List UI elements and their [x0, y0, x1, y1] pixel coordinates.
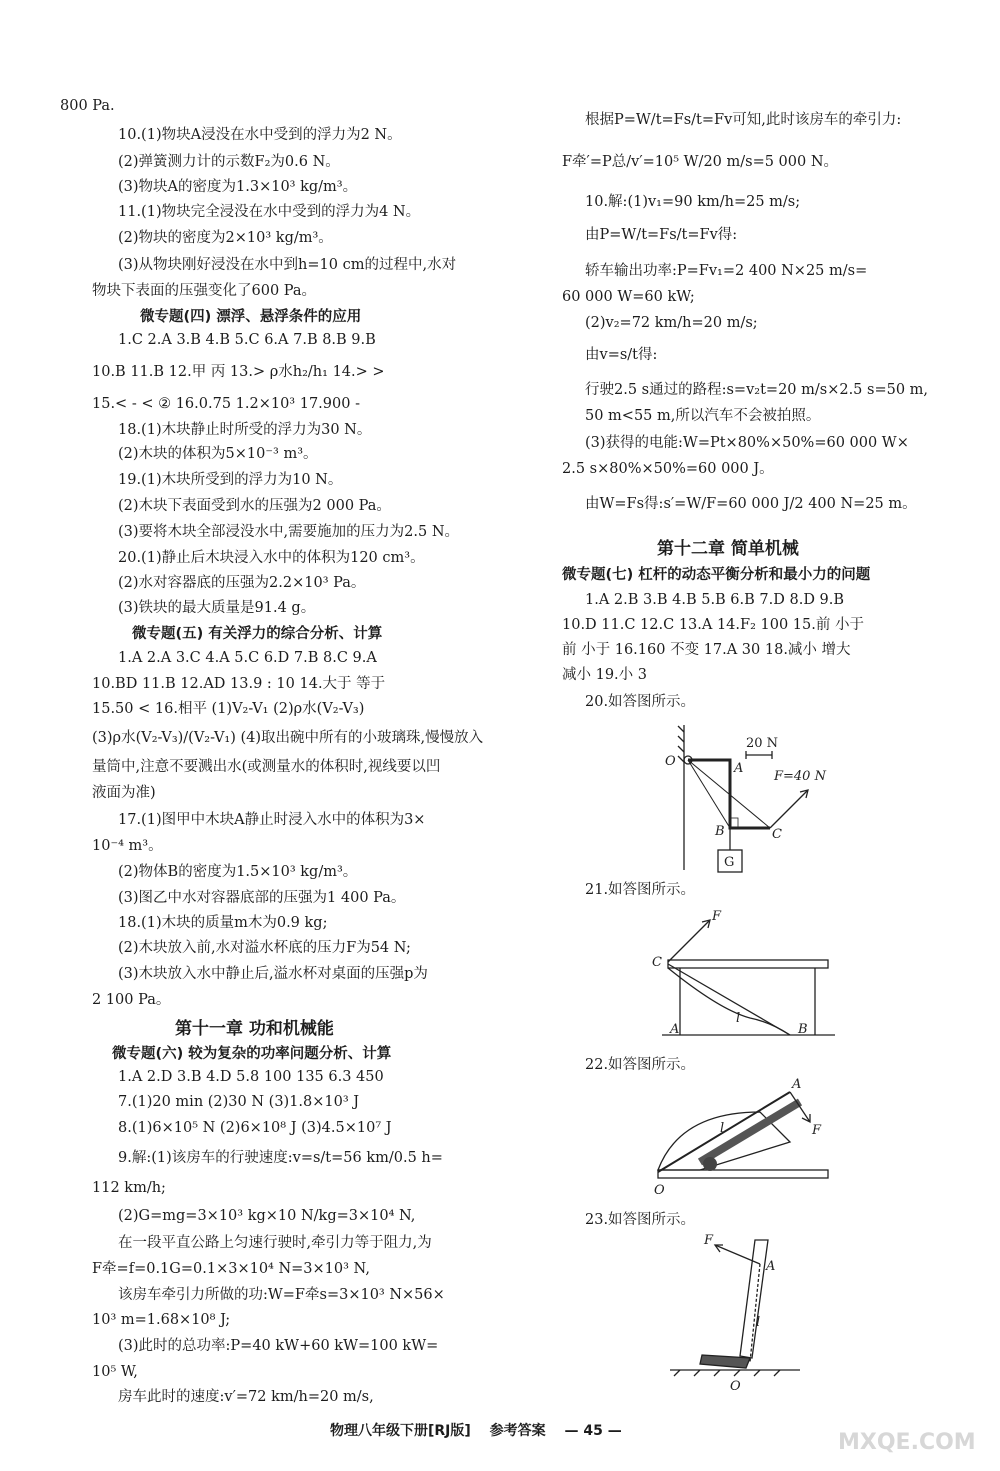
text-line: (3)图乙中水对容器底部的压强为1 400 Pa。 [118, 890, 406, 906]
text-line: 在一段平直公路上匀速行驶时,牵引力等于阻力,为 [118, 1235, 432, 1251]
text-line: 轿车输出功率:P=Fv₁=2 400 N×25 m/s= [585, 263, 868, 279]
figure-23-lever [660, 1230, 810, 1395]
footer-book: 物理八年级下册[RJ版] [330, 1423, 471, 1439]
label-f: F [812, 1123, 822, 1138]
text-line: (2)木块放入前,水对溢水杯底的压力F为54 N; [118, 940, 411, 956]
text-line: (3)获得的电能:W=Pt×80%×50%=60 000 W× [585, 435, 909, 451]
label-f: F [712, 909, 722, 924]
text-line: 22.如答图所示。 [585, 1057, 696, 1073]
figure-22-stapler [640, 1072, 840, 1202]
answer-row: (3)ρ水(V₂-V₃)/(V₂-V₁) (4)取出碗中所有的小玻璃珠,慢慢放入 [92, 730, 484, 746]
text-line: 20.(1)静止后木块浸入水中的体积为120 cm³。 [118, 550, 425, 566]
text-line: 根据P=W/t=Fs/t=Fv可知,此时该房车的牵引力: [585, 112, 902, 128]
head [700, 1355, 750, 1368]
text-line: 9.解:(1)该房车的行驶速度:v=s/t=56 km/0.5 h= [118, 1150, 443, 1166]
text-line: 23.如答图所示。 [585, 1212, 696, 1228]
answer-row: 15.< - < ② 16.0.75 1.2×10³ 17.900 - [92, 396, 360, 412]
footer-page: — 45 — [564, 1423, 622, 1439]
table-top [668, 960, 828, 968]
text-line: 60 000 W=60 kW; [562, 289, 695, 305]
force-arrow [770, 790, 808, 828]
text-line: (2)木块下表面受到水的压强为2 000 Pa。 [118, 498, 391, 514]
force-arrow [668, 920, 710, 962]
text-line: (2)v₂=72 km/h=20 m/s; [585, 315, 758, 331]
text-line: 800 Pa. [60, 98, 115, 114]
text-line: (2)G=mg=3×10³ kg×10 N/kg=3×10⁴ N, [118, 1208, 416, 1224]
answer-row: 1.C 2.A 3.B 4.B 5.C 6.A 7.B 8.B 9.B [118, 332, 376, 348]
text-line: 17.(1)图甲中木块A静止时浸入水中的体积为3× [118, 812, 426, 828]
label-f: F [704, 1233, 714, 1248]
footer-section: 参考答案 [489, 1423, 546, 1439]
text-line: 2 100 Pa。 [92, 992, 171, 1008]
text-line: 2.5 s×80%×50%=60 000 J。 [562, 461, 774, 477]
answer-row: 8.(1)6×10⁵ N (2)6×10⁸ J (3)4.5×10⁷ J [118, 1120, 392, 1136]
text-line: 10³ m=1.68×10⁸ J; [92, 1312, 231, 1328]
text-line: (3)物块A的密度为1.3×10³ kg/m³。 [118, 179, 358, 195]
page-footer [330, 1420, 636, 1440]
text-line: F牵=f=0.1G=0.1×3×10⁴ N=3×10³ N, [92, 1261, 370, 1277]
label-a: A [670, 1022, 680, 1037]
text-line: 该房车牵引力所做的功:W=F牵s=3×10³ N×56× [118, 1287, 445, 1303]
answer-row: 10.D 11.C 12.C 13.A 14.F₂ 100 15.前 小于 [562, 617, 864, 633]
text-line: (3)从物块刚好浸没在水中到h=10 cm的过程中,水对 [118, 257, 457, 273]
text-line: (3)铁块的最大质量是91.4 g。 [118, 600, 316, 616]
text-line: 10.解:(1)v₁=90 km/h=25 m/s; [585, 194, 801, 210]
text-line: 10⁻⁴ m³。 [92, 838, 163, 854]
answer-row: 15.50 < 16.相平 (1)V₂-V₁ (2)ρ水(V₂-V₃) [92, 701, 365, 717]
answer-row: 1.A 2.A 3.C 4.A 5.C 6.D 7.B 8.C 9.A [118, 650, 377, 666]
label-l: l [720, 1121, 725, 1136]
section-heading: 微专题(五) 有关浮力的综合分析、计算 [132, 626, 383, 642]
text-line: (2)水对容器底的压强为2.2×10³ Pa。 [118, 575, 366, 591]
text-line: F牵′=P总/v′=10⁵ W/20 m/s=5 000 N。 [562, 154, 839, 170]
label-a: A [734, 761, 744, 776]
text-line: 由v=s/t得: [585, 347, 658, 363]
section-heading: 微专题(七) 杠杆的动态平衡分析和最小力的问题 [562, 567, 871, 583]
section-heading: 微专题(四) 漂浮、悬浮条件的应用 [140, 309, 362, 325]
answer-row: 前 小于 16.160 不变 17.A 30 18.减小 增大 [562, 642, 851, 658]
text-line: (3)木块放入水中静止后,溢水杯对桌面的压强p为 [118, 966, 428, 982]
text-line: 10⁵ W, [92, 1364, 138, 1380]
figure-20-lever [660, 720, 840, 880]
text-line: (3)要将木块全部浸没水中,需要施加的压力为2.5 N。 [118, 524, 460, 540]
label-l: l [736, 1011, 741, 1026]
text-line: 18.(1)木块静止时所受的浮力为30 N。 [118, 422, 372, 438]
answer-row: 1.A 2.B 3.B 4.B 5.B 6.B 7.D 8.D 9.B [585, 592, 845, 608]
text-line: 20.如答图所示。 [585, 694, 696, 710]
text-line: 112 km/h; [92, 1180, 166, 1196]
base [658, 1170, 828, 1178]
label-c: C [652, 955, 662, 970]
text-line: (2)弹簧测力计的示数F₂为0.6 N。 [118, 154, 340, 170]
text-line: (2)物块的密度为2×10³ kg/m³。 [118, 230, 333, 246]
scale-label: 20 N [746, 736, 779, 751]
answer-row: 10.BD 11.B 12.AD 13.9 : 10 14.大于 等于 [92, 676, 386, 692]
text-line: 21.如答图所示。 [585, 882, 696, 898]
label-b: B [798, 1022, 808, 1037]
label-a: A [766, 1259, 776, 1274]
text-line: 由W=Fs得:s′=W/F=60 000 J/2 400 N=25 m。 [585, 496, 917, 512]
answer-row: 10.B 11.B 12.甲 丙 13.> ρ水h₂/h₁ 14.> > [92, 364, 385, 380]
answer-row: 7.(1)20 min (2)30 N (3)1.8×10³ J [118, 1094, 360, 1110]
label-c: C [772, 827, 782, 842]
force-label: F=40 N [774, 769, 826, 784]
section-heading: 微专题(六) 较为复杂的功率问题分析、计算 [112, 1046, 392, 1062]
figure-21-table [640, 900, 840, 1040]
chapter-heading: 第十一章 功和机械能 [175, 1019, 334, 1039]
watermark: MXQE.COM [838, 1430, 976, 1455]
text-line: 液面为准) [92, 785, 156, 801]
label-l: l [756, 1315, 761, 1330]
answer-row: 1.A 2.D 3.B 4.D 5.8 100 135 6.3 450 [118, 1069, 384, 1085]
label-o: O [654, 1183, 665, 1198]
label-o: O [730, 1379, 741, 1394]
text-line: (2)木块的体积为5×10⁻³ m³。 [118, 446, 318, 462]
text-line: 19.(1)木块所受到的浮力为10 N。 [118, 472, 343, 488]
text-line: 行驶2.5 s通过的路程:s=v₂t=20 m/s×2.5 s=50 m, [585, 382, 929, 398]
text-line: 10.(1)物块A浸没在水中受到的浮力为2 N。 [118, 127, 402, 143]
label-g: G [724, 855, 735, 870]
label-b: B [715, 824, 725, 839]
label-a: A [792, 1077, 802, 1092]
text-line: 房车此时的速度:v′=72 km/h=20 m/s, [118, 1389, 374, 1405]
chapter-heading: 第十二章 简单机械 [657, 539, 799, 559]
text-line: (3)此时的总功率:P=40 kW+60 kW=100 kW= [118, 1338, 439, 1354]
text-line: 50 m<55 m,所以汽车不会被拍照。 [585, 408, 821, 424]
text-line: 量筒中,注意不要溅出水(或测量水的体积时,视线要以凹 [92, 759, 441, 775]
text-line: 11.(1)物块完全浸没在水中受到的浮力为4 N。 [118, 204, 421, 220]
label-o: O [665, 754, 676, 769]
answer-row: 减小 19.小 3 [562, 667, 648, 683]
text-line: 物块下表面的压强变化了600 Pa。 [92, 283, 317, 299]
text-line: 18.(1)木块的质量m木为0.9 kg; [118, 915, 328, 931]
text-line: (2)物体B的密度为1.5×10³ kg/m³。 [118, 864, 358, 880]
text-line: 由P=W/t=Fs/t=Fv得: [585, 227, 738, 243]
